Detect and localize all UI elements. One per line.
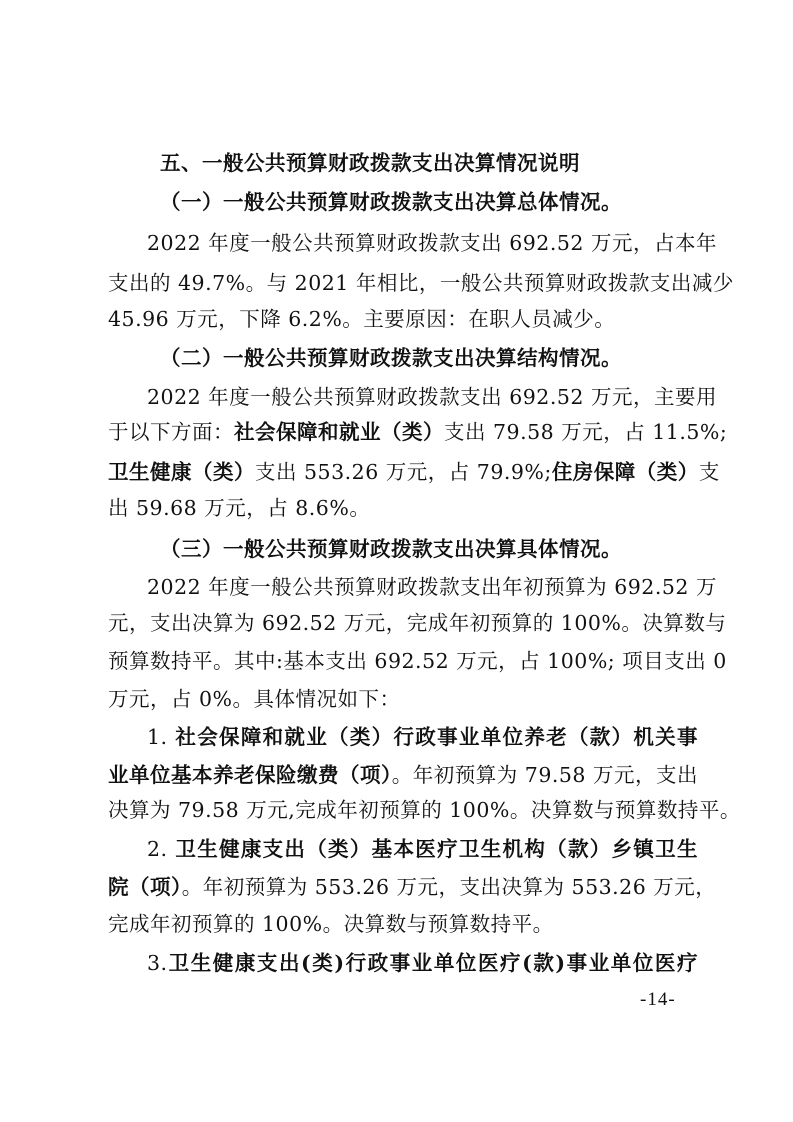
- part3-line-2: 元，支出决算为 692.52 万元，完成年初预算的 100%。决算数与: [108, 611, 727, 635]
- item-2-text: 。年初预算为 553.26 万元，支出决算为 553.26 万元，: [181, 875, 717, 899]
- part2-line-2: [108, 419, 728, 445]
- item-2-line-2: [108, 874, 717, 900]
- category-social-security: 社会保障和就业（类）: [234, 420, 444, 444]
- part3-line-4: 万元，占 0%。具体情况如下：: [108, 687, 401, 711]
- item-2-line-1: [147, 836, 698, 862]
- item-1-title: 社会保障和就业（类）行政事业单位养老（款）机关事: [175, 725, 698, 749]
- part3-heading: （三）一般公共预算财政拨款支出决算具体情况。: [160, 537, 622, 561]
- part2-line-4: 出 59.68 万元，占 8.6%。: [108, 496, 371, 520]
- item-3-title: 卫生健康支出(类)行政事业单位医疗(款)事业单位医疗: [167, 951, 698, 975]
- part2-line-1: 2022 年度一般公共预算财政拨款支出 692.52 万元，主要用: [147, 385, 717, 409]
- part1-heading: （一）一般公共预算财政拨款支出决算总体情况。: [160, 190, 622, 214]
- item-1-number: 1.: [147, 725, 168, 749]
- item-1-text: 。年初预算为 79.58 万元，支出: [391, 763, 698, 787]
- category-health: 卫生健康（类）: [108, 460, 255, 484]
- item-2-number: 2.: [147, 837, 168, 861]
- part2-heading: （二）一般公共预算财政拨款支出决算结构情况。: [160, 346, 622, 370]
- item-2-title: 卫生健康支出（类）基本医疗卫生机构（款）乡镇卫生: [175, 837, 698, 861]
- part2-line-3-mid: 支出 553.26 万元，占 79.9%;: [255, 460, 552, 484]
- section-title: 五、一般公共预算财政拨款支出决算情况说明: [160, 151, 580, 175]
- item-3-line-1: [147, 950, 698, 976]
- part1-line-2: 支出的 49.7%。与 2021 年相比，一般公共预算财政拨款支出减少: [108, 271, 734, 295]
- part3-line-3: 预算数持平。其中:基本支出 692.52 万元，占 100%; 项目支出 0: [108, 649, 727, 673]
- item-1-title-cont: 业单位基本养老保险缴费（项）: [108, 763, 392, 787]
- item-3-number: 3.: [147, 951, 168, 975]
- item-1-line-2: [108, 762, 698, 788]
- part2-line-2-tail: 支出 79.58 万元，占 11.5%;: [444, 420, 728, 444]
- category-housing: 住房保障（类）: [551, 460, 699, 484]
- item-2-title-cont: 院（项）: [108, 875, 182, 899]
- page-number: -14-: [640, 989, 676, 1010]
- part1-line-3: 45.96 万元，下降 6.2%。主要原因：在职人员减少。: [108, 307, 616, 331]
- part2-line-3-tail: 支: [698, 460, 720, 484]
- part2-line-2-lead: 于以下方面：: [108, 420, 234, 444]
- part3-line-1: 2022 年度一般公共预算财政拨款支出年初预算为 692.52 万: [147, 575, 717, 599]
- item-2-line-3: 完成年初预算的 100%。决算数与预算数持平。: [108, 912, 554, 936]
- item-1-line-1: [147, 724, 698, 750]
- part2-line-3: [108, 459, 720, 485]
- part1-line-1: 2022 年度一般公共预算财政拨款支出 692.52 万元，占本年: [147, 231, 717, 255]
- item-1-line-3: 决算为 79.58 万元,完成年初预算的 100%。决算数与预算数持平。: [108, 798, 741, 822]
